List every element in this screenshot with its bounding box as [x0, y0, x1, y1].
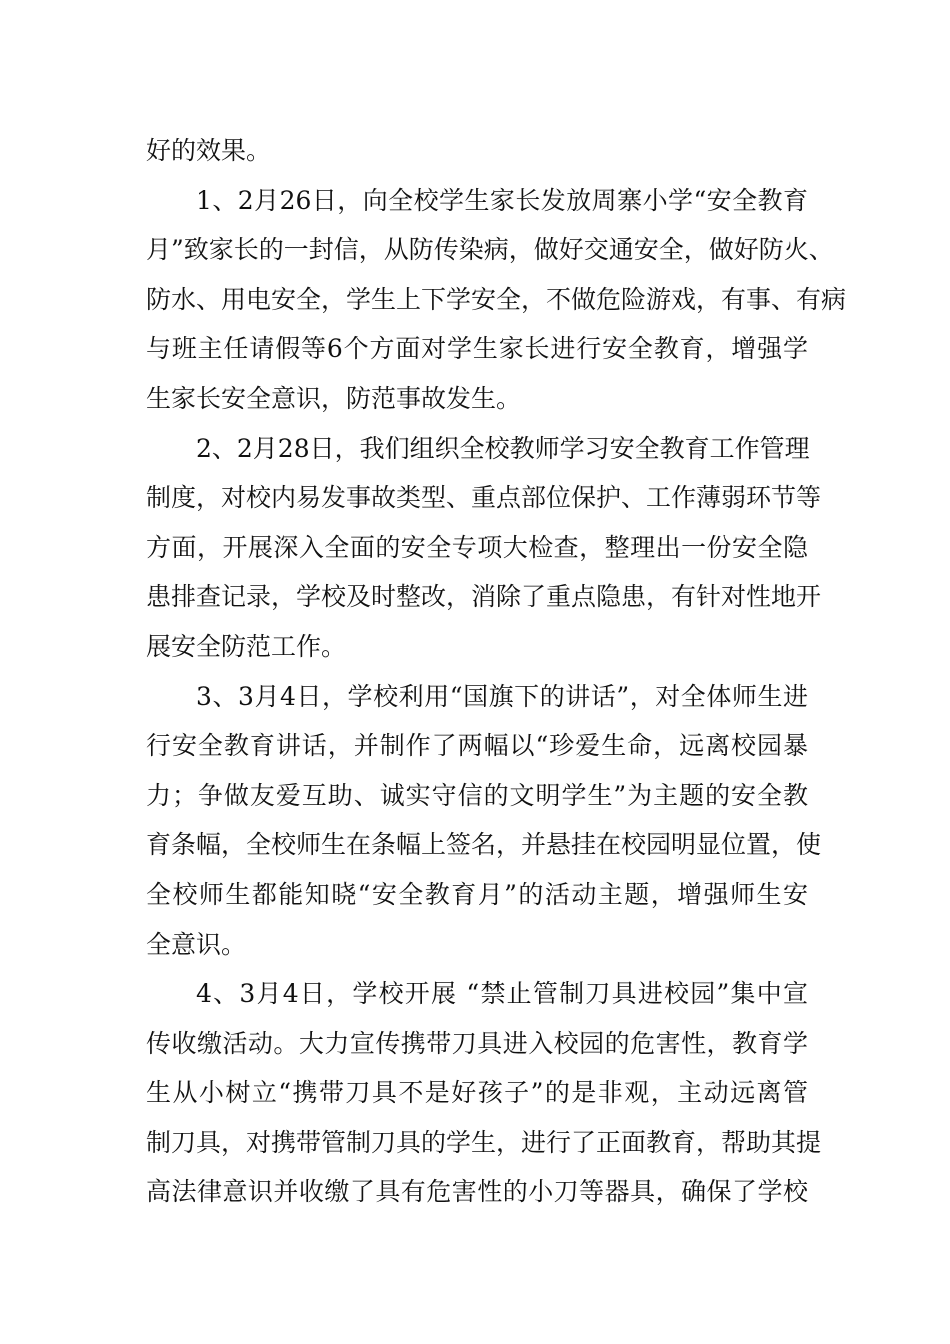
text-line: 高法律意识并收缴了具有危害性的小刀等器具，确保了学校	[146, 1177, 808, 1207]
text-line: 全校师生都能知晓“安全教育月”的活动主题，增强师生安	[146, 879, 808, 909]
text-line: 生家长安全意识，防范事故发生。	[146, 383, 522, 413]
text-line: 制刀具，对携带管制刀具的学生，进行了正面教育，帮助其提	[146, 1127, 822, 1157]
text-line: 制度，对校内易发事故类型、重点部位保护、工作薄弱环节等	[146, 483, 822, 513]
paragraph-1-start: 1、2月26日，向全校学生家长发放周寨小学“安全教育	[196, 185, 808, 215]
text-line: 力；争做友爱互助、诚实守信的文明学生”为主题的安全教	[146, 780, 808, 810]
text-line: 生从小树立“携带刀具不是好孩子”的是非观，主动远离管	[146, 1078, 808, 1108]
text-line: 方面，开展深入全面的安全专项大检查，整理出一份安全隐	[146, 532, 808, 562]
text-line: 月”致家长的一封信，从防传染病，做好交通安全，做好防火、	[146, 235, 834, 265]
text-line: 患排查记录，学校及时整改，消除了重点隐患，有针对性地开	[146, 582, 822, 612]
text-line: 与班主任请假等6个方面对学生家长进行安全教育，增强学	[146, 334, 808, 364]
paragraph-4-start: 4、3月4日，学校开展 “禁止管制刀具进校园”集中宣	[196, 979, 808, 1009]
text-line: 防水、用电安全，学生上下学安全，不做危险游戏，有事、有病	[146, 284, 847, 314]
document-body	[146, 126, 847, 1217]
text-line: 传收缴活动。大力宣传携带刀具进入校园的危害性，教育学	[146, 1028, 808, 1058]
text-line: 全意识。	[146, 929, 247, 959]
text-line: 行安全教育讲话，并制作了两幅以“珍爱生命，远离校园暴	[146, 731, 808, 761]
text-line: 展安全防范工作。	[146, 631, 347, 661]
paragraph-2-start: 2、2月28日，我们组织全校教师学习安全教育工作管理	[196, 433, 810, 463]
text-line: 育条幅，全校师生在条幅上签名，并悬挂在校园明显位置，使	[146, 830, 822, 860]
paragraph-3-start: 3、3月4日，学校利用“国旗下的讲话”，对全体师生进	[196, 681, 808, 711]
text-line: 好的效果。	[146, 136, 272, 165]
